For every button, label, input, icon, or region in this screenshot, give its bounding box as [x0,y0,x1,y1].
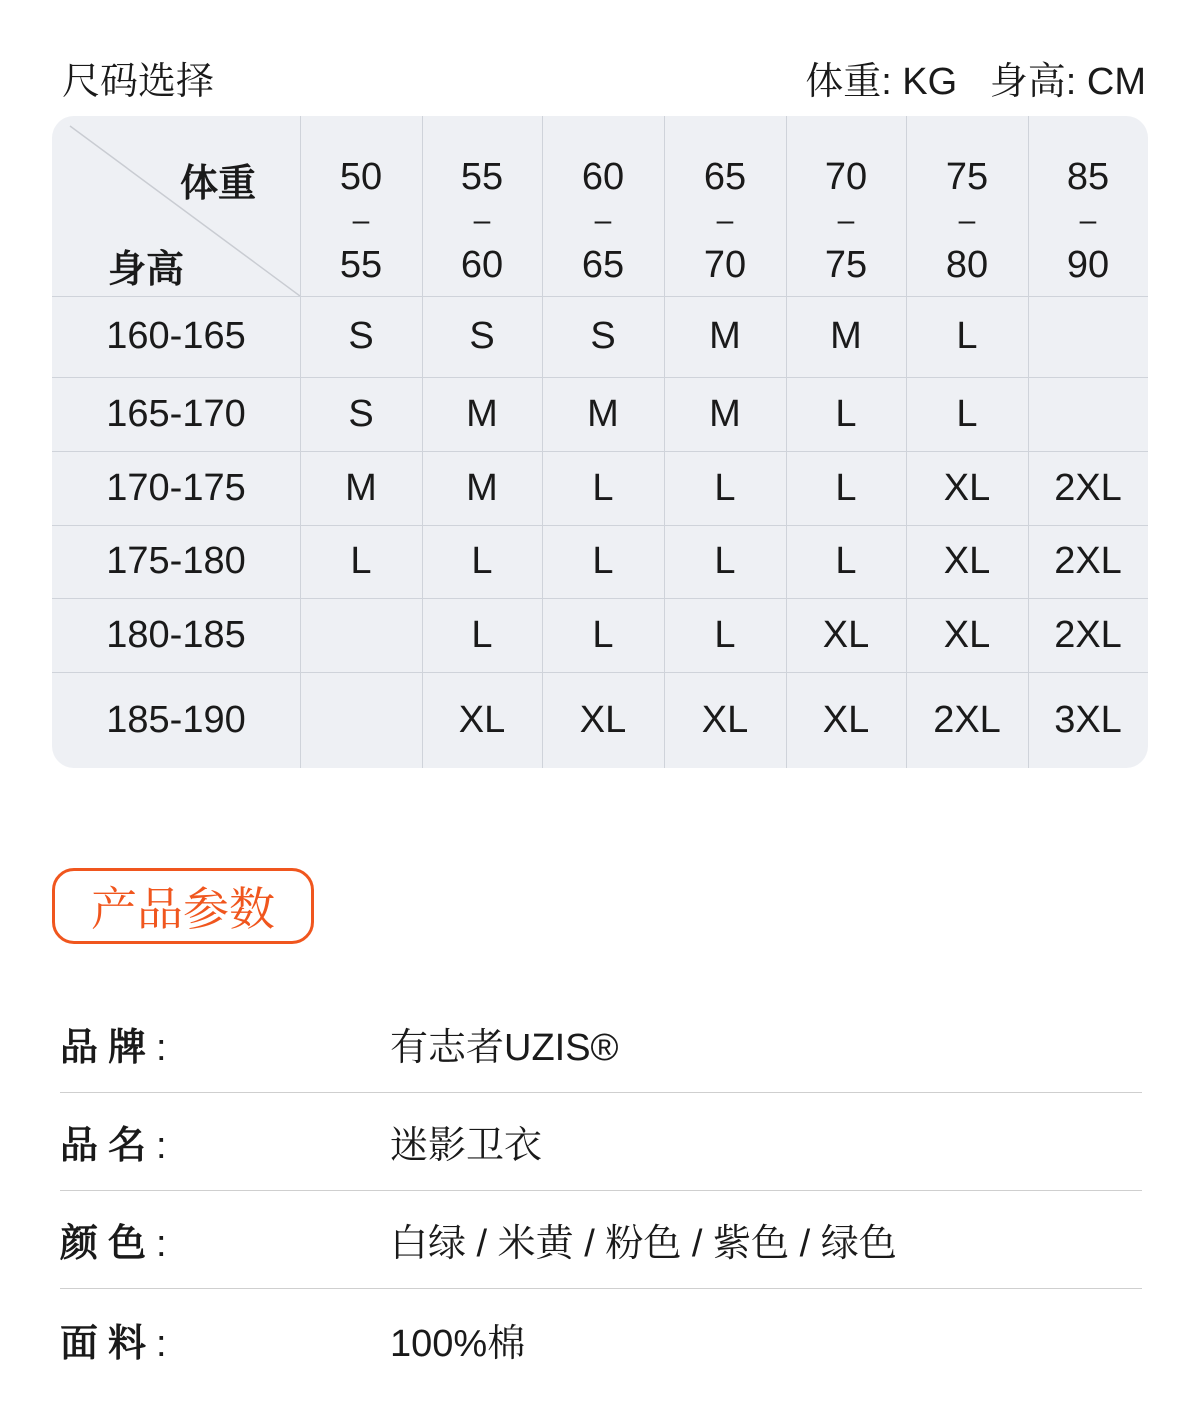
size-cell: L [786,451,907,526]
weight-range-hi: 90 [1066,244,1110,286]
spec-row-brand [60,994,1142,1093]
size-cell: 2XL [1028,525,1148,599]
size-cell: M [300,451,423,526]
size-chart-table [52,116,1148,768]
weight-range-header [300,116,423,297]
corner-height-label: 身高 [108,249,185,291]
height-range-label: 160-165 [52,296,301,378]
weight-range-dash: – [1079,204,1097,237]
size-cell: L [906,377,1029,452]
spec-row-colors [60,1190,1142,1289]
spec-label-text: 颜色 [60,1223,157,1265]
size-cell: 2XL [906,672,1029,768]
corner-weight-label: 体重 [179,163,256,205]
size-cell: L [786,377,907,452]
size-cell: L [542,598,665,673]
weight-range-lo: 55 [460,156,504,198]
spec-value: 有志者UZIS® [390,1027,619,1069]
height-range-label: 170-175 [52,451,301,526]
height-range-label: 180-185 [52,598,301,673]
weight-range-lo: 50 [339,156,383,198]
spec-label-text: 品名 [60,1125,157,1167]
size-cell: XL [906,525,1029,599]
weight-range-dash: – [594,204,612,237]
weight-range-hi: 70 [703,244,747,286]
size-cell: 2XL [1028,598,1148,673]
size-cell [1028,377,1148,452]
weight-range-lo: 60 [581,156,625,198]
size-cell: M [422,377,543,452]
size-cell: XL [422,672,543,768]
weight-range-lo: 70 [824,156,868,198]
size-cell: M [422,451,543,526]
spec-value: 100%棉 [390,1323,526,1365]
size-cell: L [664,451,787,526]
spec-label-text: 品牌 [60,1027,157,1069]
size-cell: 2XL [1028,451,1148,526]
size-cell: S [300,377,423,452]
weight-range-dash: – [837,204,855,237]
product-params-badge: 产品参数 [52,868,314,944]
unit-legend [783,50,1146,105]
weight-range-dash: – [473,204,491,237]
height-range-label: 185-190 [52,672,301,768]
table-corner-header [52,116,301,297]
spec-label-text: 面料 [60,1323,157,1365]
weight-range-lo: 65 [703,156,747,198]
weight-range-hi: 55 [339,244,383,286]
size-cell: S [422,296,543,378]
size-cell: S [300,296,423,378]
weight-range-hi: 75 [824,244,868,286]
size-cell: XL [786,672,907,768]
weight-range-hi: 65 [581,244,625,286]
weight-range-header [422,116,543,297]
size-cell: L [542,525,665,599]
spec-value: 白绿 / 米黄 / 粉色 / 紫色 / 绿色 [390,1223,897,1265]
size-cell: L [422,525,543,599]
size-cell: XL [542,672,665,768]
weight-range-lo: 85 [1066,156,1110,198]
weight-range-dash: – [958,204,976,237]
spec-label: 品名: [60,1125,167,1167]
weight-range-header [664,116,787,297]
spec-row-fabric [60,1290,1142,1388]
height-range-label: 165-170 [52,377,301,452]
height-range-label: 175-180 [52,525,301,599]
size-cell: 3XL [1028,672,1148,768]
size-cell: S [542,296,665,378]
weight-unit-label: 体重: KG [805,61,958,103]
height-unit-label: 身高: CM [989,61,1146,103]
size-cell: L [786,525,907,599]
spec-label: 品牌: [60,1027,167,1069]
weight-range-header [1028,116,1148,297]
spec-value: 迷影卫衣 [390,1125,543,1167]
size-selection-title: 尺码选择 [62,61,215,103]
size-cell: L [542,451,665,526]
size-cell: M [542,377,665,452]
weight-range-header [786,116,907,297]
size-cell: L [422,598,543,673]
size-cell: XL [906,598,1029,673]
weight-range-header [906,116,1029,297]
size-cell [300,672,423,768]
size-cell: L [664,598,787,673]
size-cell: M [664,296,787,378]
size-cell [300,598,423,673]
size-cell: XL [906,451,1029,526]
size-cell: M [786,296,907,378]
size-cell: XL [664,672,787,768]
spec-label: 面料: [60,1323,167,1365]
size-cell: L [300,525,423,599]
spec-row-name [60,1092,1142,1191]
size-cell: M [664,377,787,452]
size-cell [1028,296,1148,378]
size-cell: XL [786,598,907,673]
weight-range-hi: 80 [945,244,989,286]
size-cell: L [664,525,787,599]
weight-range-hi: 60 [460,244,504,286]
weight-range-dash: – [716,204,734,237]
weight-range-header [542,116,665,297]
weight-range-lo: 75 [945,156,989,198]
weight-range-dash: – [352,204,370,237]
spec-label: 颜色: [60,1223,167,1265]
size-cell: L [906,296,1029,378]
